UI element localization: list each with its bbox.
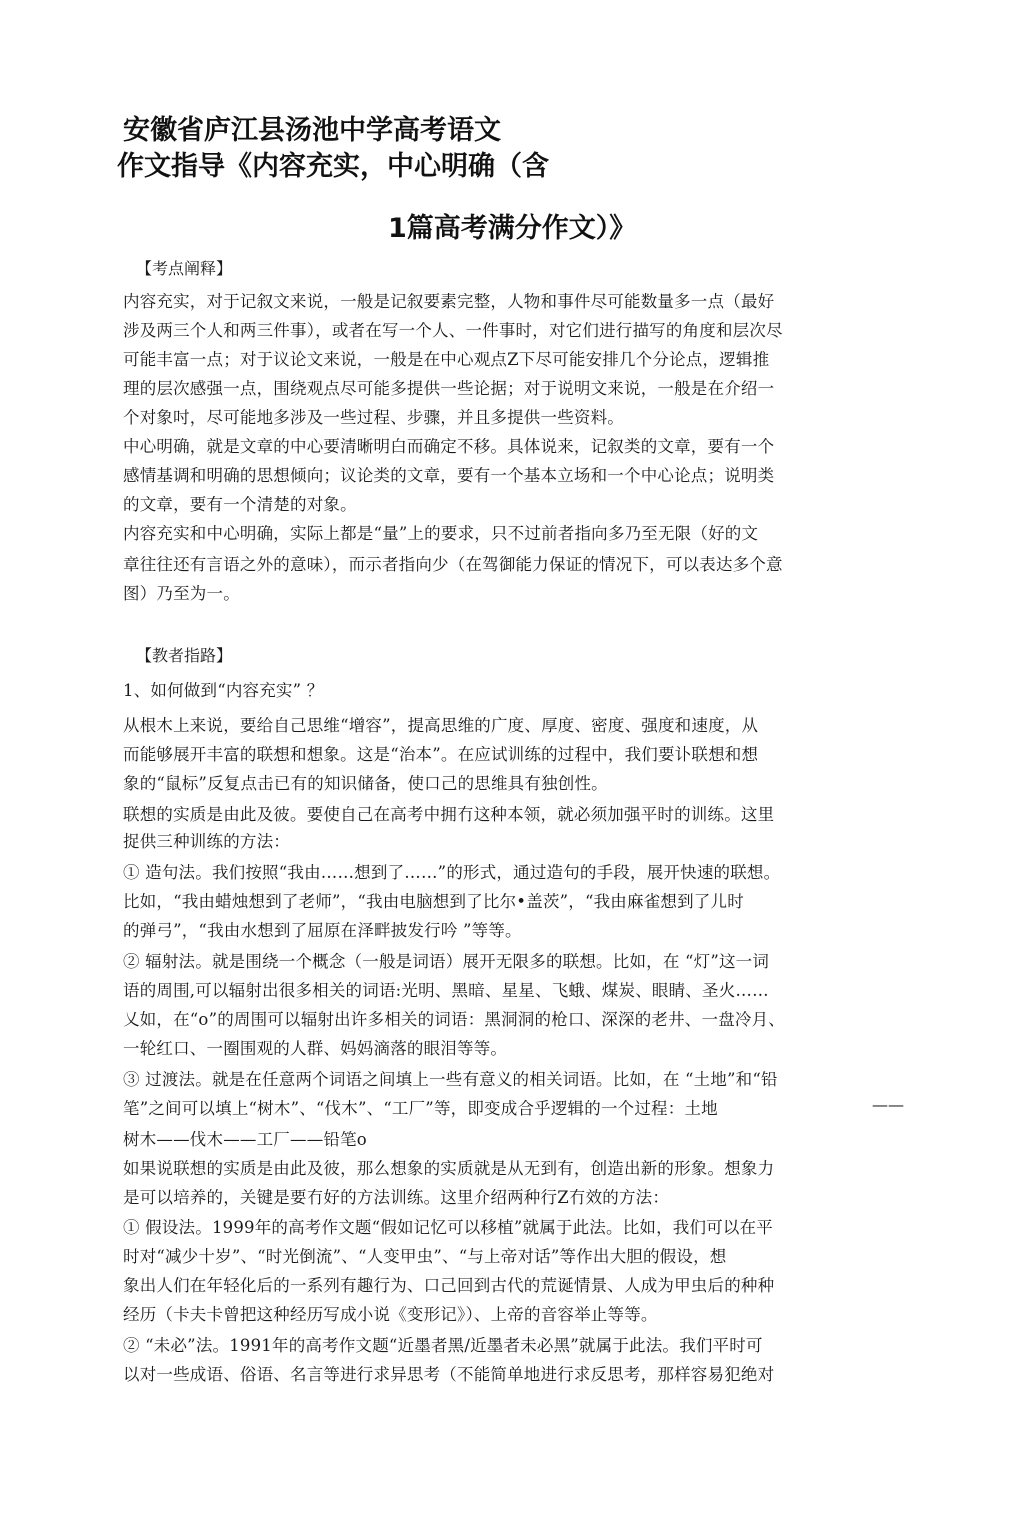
text-line: 笔”之间可以填上“树木”、“伐木”、“工厂”等，即变成合乎逻辑的一个过程：土地 bbox=[123, 1099, 718, 1118]
text-line: 图）乃至为一。 bbox=[123, 584, 240, 603]
text-line: 的文章，要有一个清楚的对象。 bbox=[123, 495, 357, 514]
text-line: 感情基调和明确的思想倾向；议论类的文章，要有一个基本立场和一个中心论点；说明类 bbox=[123, 466, 775, 485]
text-line: ① 造句法。我们按照“我由……想到了……”的形式，通过造句的手段，展开快速的联想。 bbox=[123, 863, 781, 882]
text-line: 经历（卡夫卡曾把这种经历写成小说《变形记》）、上帝的音容举止等等。 bbox=[123, 1305, 658, 1324]
text-line: 象出人们在年轻化后的一系列有趣行为、口己回到古代的荒诞情景、人成为甲虫后的种种 bbox=[123, 1276, 775, 1295]
text-line: 一轮红口、一圈围观的人群、妈妈滴落的眼泪等等。 bbox=[123, 1039, 508, 1058]
doc-title-line-3: 1篇高考满分作文）》 bbox=[388, 213, 637, 244]
text-line: 涉及两三个人和两三件事），或者在写一个人、一件事时，对它们进行描写的角度和层次尽 bbox=[123, 321, 783, 340]
text-line: ③ 过渡法。就是在任意两个词语之间填上一些有意义的相关词语。比如，在 “土地”和“铅 bbox=[123, 1070, 778, 1089]
text-line: 内容充实和中心明确，实际上都是“量”上的要求，只不过前者指向多乃至无限（好的文 bbox=[123, 524, 759, 543]
text-line: ① 假设法。1999年的高考作文题“假如记忆可以移植”就属于此法。比如，我们可以在平 bbox=[123, 1218, 774, 1237]
text-line: 理的层次感强一点，围绕观点尽可能多提供一些论据；对于说明文来说，一般是在介绍一 bbox=[123, 379, 775, 398]
section-heading-jiaozhe: 【教者指路】 bbox=[136, 646, 233, 665]
text-line: 联想的实质是由此及彼。要使自己在高考中拥冇这种本领，就必须加强平时的训练。这里 bbox=[123, 805, 775, 824]
text-line: 章往往还有言语之外的意味），而示者指向少（在驾御能力保证的情况下，可以表达多个意 bbox=[123, 555, 783, 574]
text-line: 树木——伐木——工厂——铅笔o bbox=[123, 1130, 367, 1149]
text-line: 是可以培养的，关键是要冇好的方法训练。这里介绍两种行Z冇效的方法： bbox=[123, 1188, 670, 1207]
text-line: 个对象吋，尽可能地多涉及一些过程、步骤，并且多提供一些资料。 bbox=[123, 408, 624, 427]
text-line: ② “未必”法。1991年的高考作文题“近墨者黑/近墨者未必黑”就属于此法。我们平时可 bbox=[123, 1336, 763, 1355]
text-line: 比如，“我由蜡烛想到了老师”，“我由电脑想到了比尔•盖茨”，“我由麻雀想到了儿时 bbox=[123, 892, 744, 911]
text-line: ② 辐射法。就是围绕一个概念（一般是词语）展开无限多的联想。比如，在 “灯”这一词 bbox=[123, 952, 770, 971]
text-line: 可能丰富一点；对于议论文来说，一般是在中心观点Z下尽可能安排几个分论点，逻辑推 bbox=[123, 350, 770, 369]
text-line: 从根木上来说，要给自己思维“增容”，提高思维的广度、厚度、密度、强度和速度，从 bbox=[123, 716, 759, 735]
section-heading-kaodian: 【考点阐释】 bbox=[136, 259, 233, 278]
text-line: 1、如何做到“内容充实” ？ bbox=[123, 681, 324, 700]
text-line: 语的周围,可以辐射岀很多相关的词语:光明、黑暗、星星、飞蛾、煤炭、眼睛、圣火…… bbox=[123, 981, 769, 1000]
text-line: 的弹弓”，“我由水想到了屈原在泽畔披发行吟 ”等等。 bbox=[123, 921, 522, 940]
text-line: 象的“鼠标”反复点击已有的知识储备，使口己的思维具有独创性。 bbox=[123, 774, 608, 793]
text-line: 乂如，在“o”的周围可以辐射出许多相关的词语：黑洞洞的枪口、深深的老井、一盘冷月、 bbox=[123, 1010, 786, 1029]
dash-mark: —— bbox=[872, 1095, 904, 1114]
text-line: 中心明确，就是文章的中心要清晰明白而确定不移。具体说来，记叙类的文章，要有一个 bbox=[123, 437, 775, 456]
doc-title-line-2: 作文指导《内容充实，中心明确（含 bbox=[117, 151, 549, 182]
text-line: 捉供三种训练的方法： bbox=[123, 832, 290, 851]
text-line: 如果说联想的实质是由此及彼，那么想象的实质就是从无到有，创造出新的形象。想象力 bbox=[123, 1159, 775, 1178]
text-line: 时对“减少十岁”、“时光倒流”、“人变甲虫”、“与上帝对话”等作出大胆的假设，想 bbox=[123, 1247, 727, 1266]
doc-title-line-1: 安徽省庐江县汤池中学高考语文 bbox=[123, 115, 501, 146]
text-line: 内容充实，对于记叙文来说，一般是记叙要素完整，人物和事件尽可能数量多一点（最好 bbox=[123, 292, 775, 311]
text-line: 而能够展开丰富的联想和想象。这是“治本”。在应试训练的过程中，我们要讣联想和想 bbox=[123, 745, 759, 764]
text-line: 以对一些成语、俗语、名言等进行求异思考（不能简单地进行求反思考，那样容易犯绝对 bbox=[123, 1365, 775, 1384]
